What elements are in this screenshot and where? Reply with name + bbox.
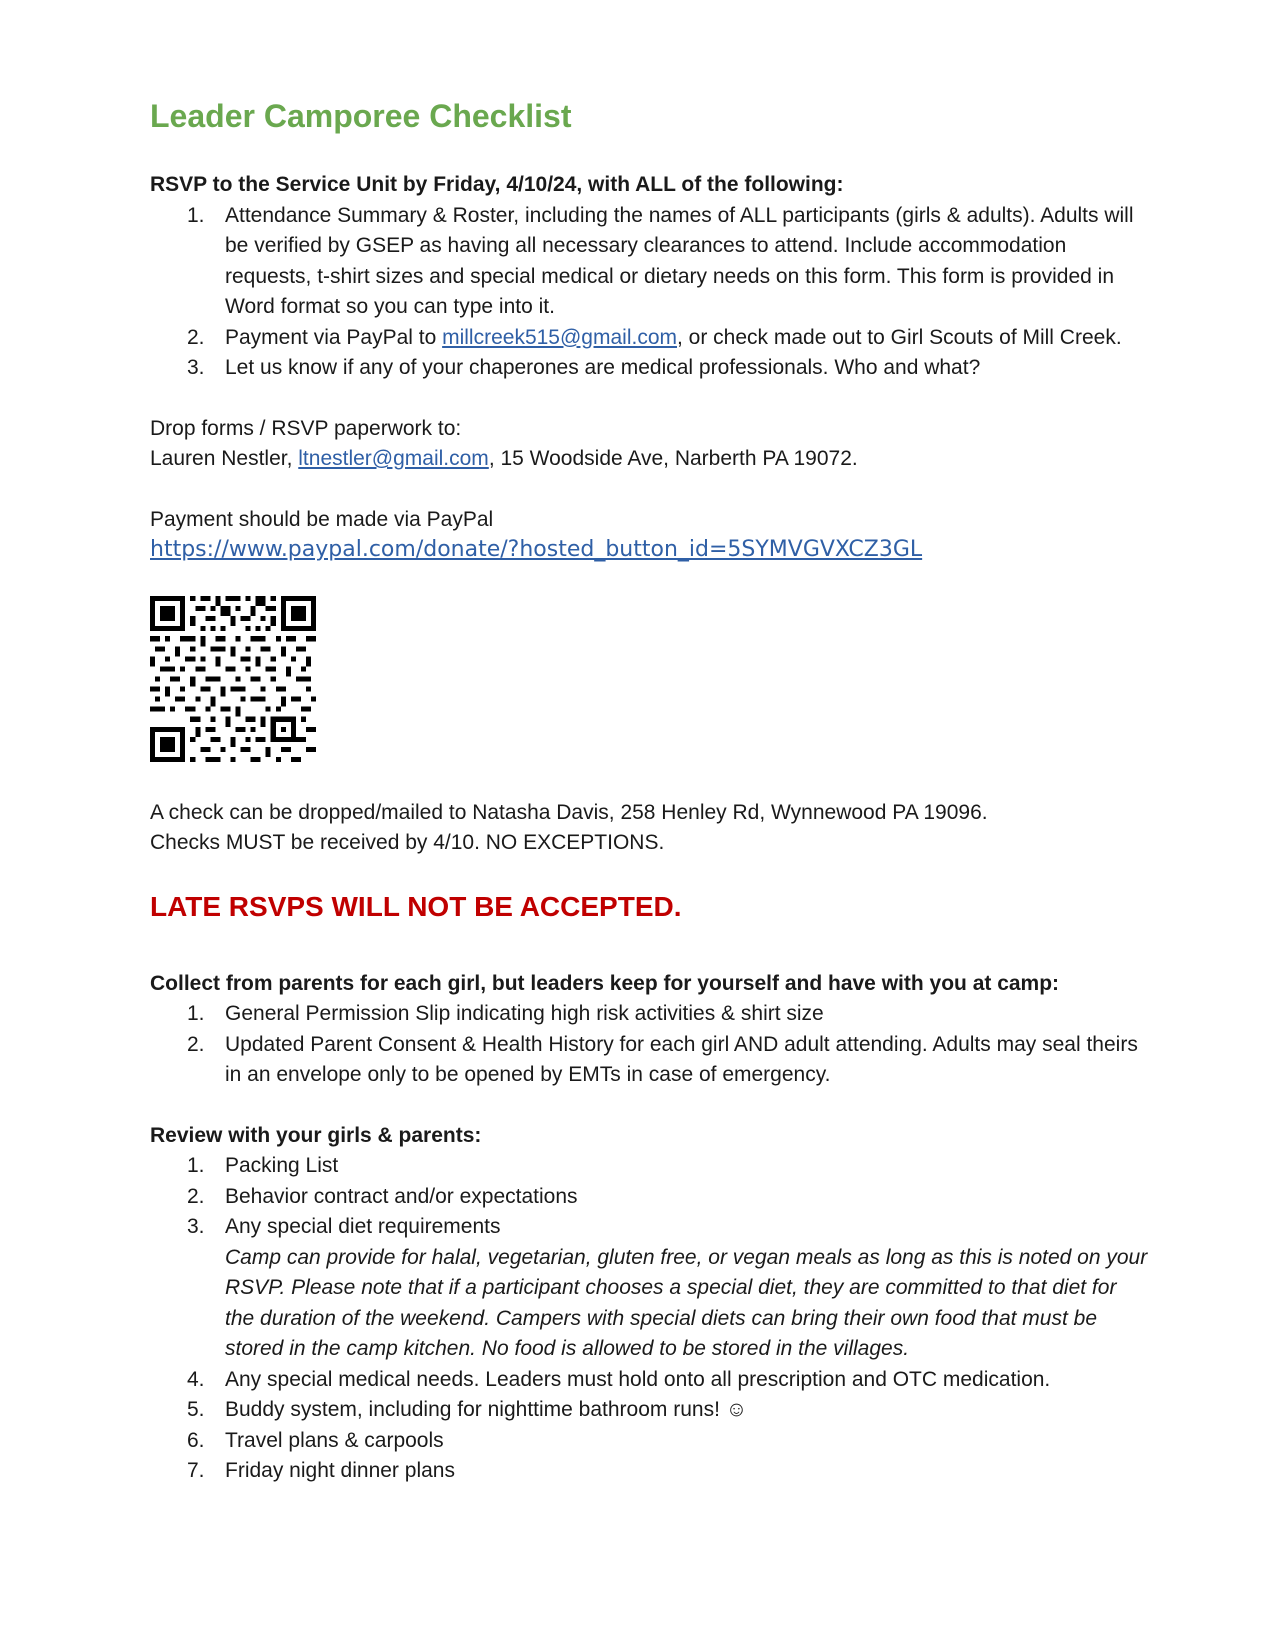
list-item-text: Packing List (225, 1154, 339, 1177)
drop-contact-line (150, 444, 1150, 475)
list-number: 6. (187, 1428, 205, 1452)
list-number: 2. (187, 1184, 205, 1208)
drop-forms-line: Drop forms / RSVP paperwork to: (150, 416, 462, 440)
list-number: 1. (187, 1154, 205, 1177)
list-number: 2. (187, 325, 205, 349)
list-item-text: Attendance Summary & Roster, including the names of ALL participants (girls & adults). Adults will be verified by GSEP as having all necessary clearances to attend. Include accommodation requests, t-shirt sizes and special medical or dietary needs on this form. This form is provided in Word format so you can type into it. (225, 203, 1134, 318)
list-number: 1. (187, 203, 205, 227)
list-number: 7. (187, 1459, 205, 1482)
list-item-text: Any special diet requirements (225, 1215, 501, 1238)
list-item (187, 323, 1150, 354)
list-item-text: Travel plans & carpools (225, 1428, 444, 1452)
list-item (187, 1030, 1150, 1091)
list-item-text: Let us know if any of your chaperones are medical professionals. Who and what? (225, 356, 981, 379)
collect-list (150, 999, 1150, 1091)
payment-line: Payment should be made via PayPal (150, 507, 494, 531)
drop-contact-address: , 15 Woodside Ave, Narberth PA 19072. (488, 447, 858, 470)
list-item-text-pre: Payment via PayPal to (225, 325, 443, 349)
paypal-donate-link[interactable]: https://www.paypal.com/donate/?hosted_button_id=5SYMVGVXCZ3GL (150, 537, 923, 562)
list-number: 3. (187, 356, 205, 379)
document-content (150, 96, 1150, 1487)
rsvp-heading: RSVP to the Service Unit by Friday, 4/10/24, with ALL of the following: (150, 173, 844, 196)
list-item (187, 1395, 1150, 1426)
drop-contact-name: Lauren Nestler, (150, 447, 299, 470)
list-item (187, 999, 1150, 1030)
list-item-text: Buddy system, including for nighttime bathroom runs! ☺ (225, 1398, 748, 1421)
qr-code-icon (150, 596, 316, 762)
email-link-ltnestler[interactable]: ltnestler@gmail.com (298, 447, 489, 470)
email-link-millcreek[interactable]: millcreek515@gmail.com (442, 325, 677, 349)
review-heading: Review with your girls & parents: (150, 1123, 482, 1147)
list-item-text: Behavior contract and/or expectations (225, 1184, 578, 1208)
rsvp-list (150, 201, 1150, 384)
list-item-text: General Permission Slip indicating high risk activities & shirt size (225, 1002, 824, 1025)
list-item (187, 1456, 1150, 1487)
list-item (187, 353, 1150, 384)
list-item (187, 1182, 1150, 1213)
late-rsvp-notice: LATE RSVPS WILL NOT BE ACCEPTED. (150, 890, 682, 922)
review-list (150, 1151, 1150, 1487)
diet-note: Camp can provide for halal, vegetarian, gluten free, or vegan meals as long as this is noted on your RSVP. Please note that if a participant chooses a special diet, they are committed to that diet for the duration of the weekend. Campers with special diets can bring their own food that must be stored in the camp kitchen. No food is allowed to be stored in the villages. (225, 1245, 1148, 1360)
list-item-text: Friday night dinner plans (225, 1459, 455, 1482)
list-item (187, 1365, 1150, 1396)
list-number: 2. (187, 1032, 205, 1056)
collect-heading: Collect from parents for each girl, but leaders keep for yourself and have with you at camp: (150, 971, 1060, 995)
list-item (187, 1426, 1150, 1457)
list-item (187, 201, 1150, 323)
check-line-1: A check can be dropped/mailed to Natasha Davis, 258 Henley Rd, Wynnewood PA 19096. (150, 800, 988, 824)
list-item-text: Updated Parent Consent & Health History for each girl AND adult attending. Adults may seal theirs in an envelope only to be opened by EMTs in case of emergency. (225, 1032, 1138, 1086)
list-number: 1. (187, 1002, 205, 1025)
list-item (187, 1212, 1150, 1365)
list-item-text: Any special medical needs. Leaders must hold onto all prescription and OTC medication. (225, 1367, 1051, 1391)
check-line-2: Checks MUST be received by 4/10. NO EXCEPTIONS. (150, 831, 665, 854)
list-number: 3. (187, 1215, 205, 1238)
page-title: Leader Camporee Checklist (150, 98, 572, 134)
list-number: 4. (187, 1367, 205, 1391)
list-item-text-post: , or check made out to Girl Scouts of Mill Creek. (677, 325, 1122, 349)
list-number: 5. (187, 1398, 205, 1421)
list-item (187, 1151, 1150, 1182)
